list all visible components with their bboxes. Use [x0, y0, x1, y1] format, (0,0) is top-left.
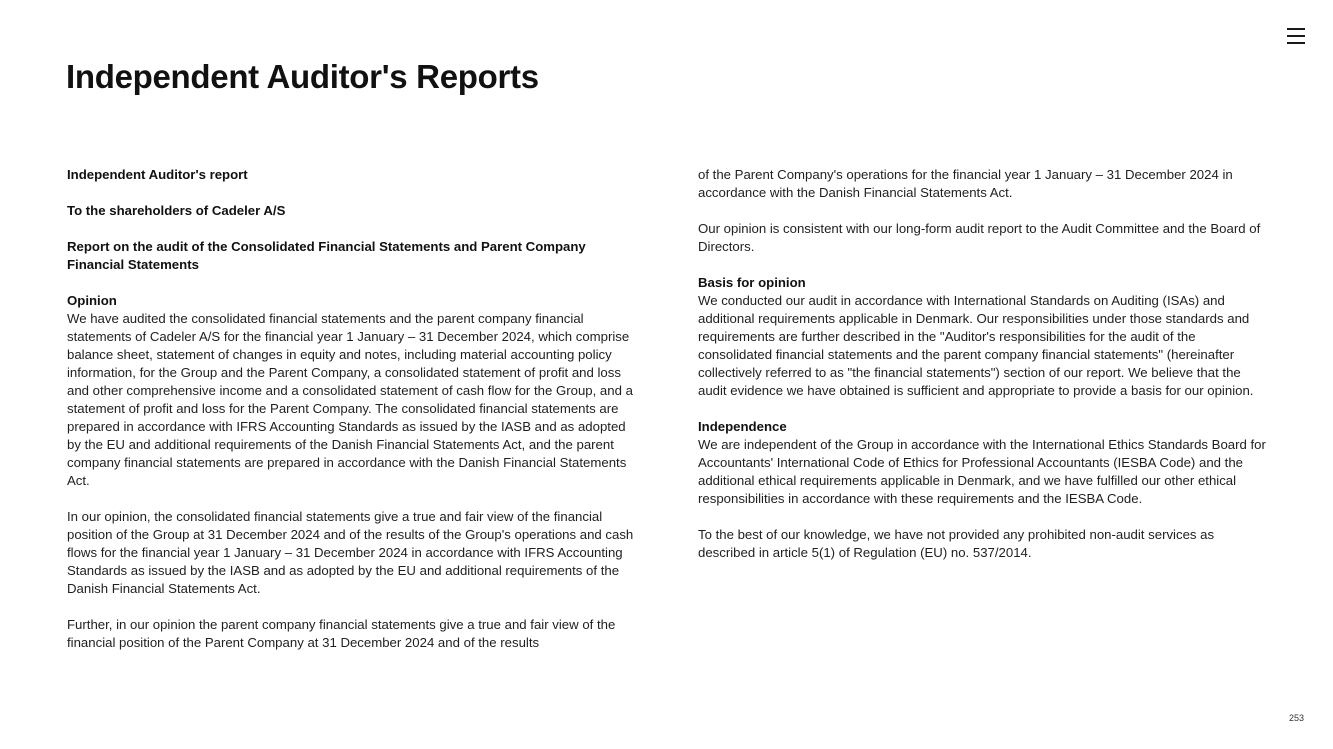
right-column	[698, 166, 1268, 580]
menu-bar	[1287, 42, 1305, 44]
page-title: Independent Auditor's Reports	[66, 58, 539, 95]
report-subject: Report on the audit of the Consolidated Financial Statements and Parent Company Financial Statements	[67, 239, 586, 272]
non-audit-paragraph: To the best of our knowledge, we have not provided any prohibited non-audit services as described in article 5(1) of Regulation (EU) no. 537/2014.	[698, 527, 1215, 560]
page-number: 253	[1289, 713, 1305, 723]
independence-text: We are independent of the Group in accordance with the International Ethics Standards Board for Accountants' International Code of Ethics for Professional Accountants (IESBA Code) and the additional ethical requirements applicable in Denmark, and we have fulfilled our other ethical responsibilities in accordance with these requirements and the IESBA Code.	[698, 437, 1266, 506]
consistency-paragraph: Our opinion is consistent with our long-form audit report to the Audit Committee and the Board of Directors.	[698, 221, 1261, 254]
menu-bar	[1287, 35, 1305, 37]
hamburger-menu-icon[interactable]	[1287, 28, 1305, 44]
opinion-paragraph-3: Further, in our opinion the parent company financial statements give a true and fair view of the financial position of the Parent Company at 31 December 2024 and of the results	[67, 617, 616, 650]
left-column	[67, 166, 637, 670]
basis-heading: Basis for opinion	[698, 275, 806, 290]
opinion-section	[67, 292, 637, 490]
opinion-paragraph-1: We have audited the consolidated financial statements and the parent company financial statements of Cadeler A/S for the financial year 1 January – 31 December 2024, which comprise balance sheet, statement of changes in equity and notes, including material accounting policy information, for the Group and the Parent Company, a consolidated statement of profit and loss and other comprehensive income and a consolidated statement of cash flow for the Group, and a statement of profit and loss for the Parent Company. The consolidated financial statements are prepared in accordance with IFRS Accounting Standards as issued by the IASB and as adopted by the EU and additional requirements of the Danish Financial Statements Act, and the parent company financial statements are prepared in accordance with the Danish Financial Statements Act.	[67, 311, 633, 488]
addressee: To the shareholders of Cadeler A/S	[67, 203, 286, 218]
report-heading: Independent Auditor's report	[67, 167, 248, 182]
basis-section	[698, 274, 1268, 400]
continuation-paragraph: of the Parent Company's operations for the financial year 1 January – 31 December 2024 in accordance with the Danish Financial Statements Act.	[698, 167, 1233, 200]
independence-section	[698, 418, 1268, 508]
opinion-paragraph-2: In our opinion, the consolidated financial statements give a true and fair view of the financial position of the Group at 31 December 2024 and of the results of the Group's operations and cash flows for the financial year 1 January – 31 December 2024 in accordance with IFRS Accounting Standards as issued by the IASB and as adopted by the EU and additional requirements of the Danish Financial Statements Act.	[67, 509, 634, 596]
independence-heading: Independence	[698, 419, 787, 434]
opinion-heading: Opinion	[67, 293, 117, 308]
basis-text: We conducted our audit in accordance with International Standards on Auditing (ISAs) and additional requirements applicable in Denmark. Our responsibilities under those standards and requirements are further described in the "Auditor's responsibilities for the audit of the consolidated financial statements and the parent company financial statements" (hereinafter collectively referred to as "the financial statements") section of our report. We believe that the audit evidence we have obtained is sufficient and appropriate to provide a basis for our opinion.	[698, 293, 1254, 398]
menu-bar	[1287, 28, 1305, 30]
